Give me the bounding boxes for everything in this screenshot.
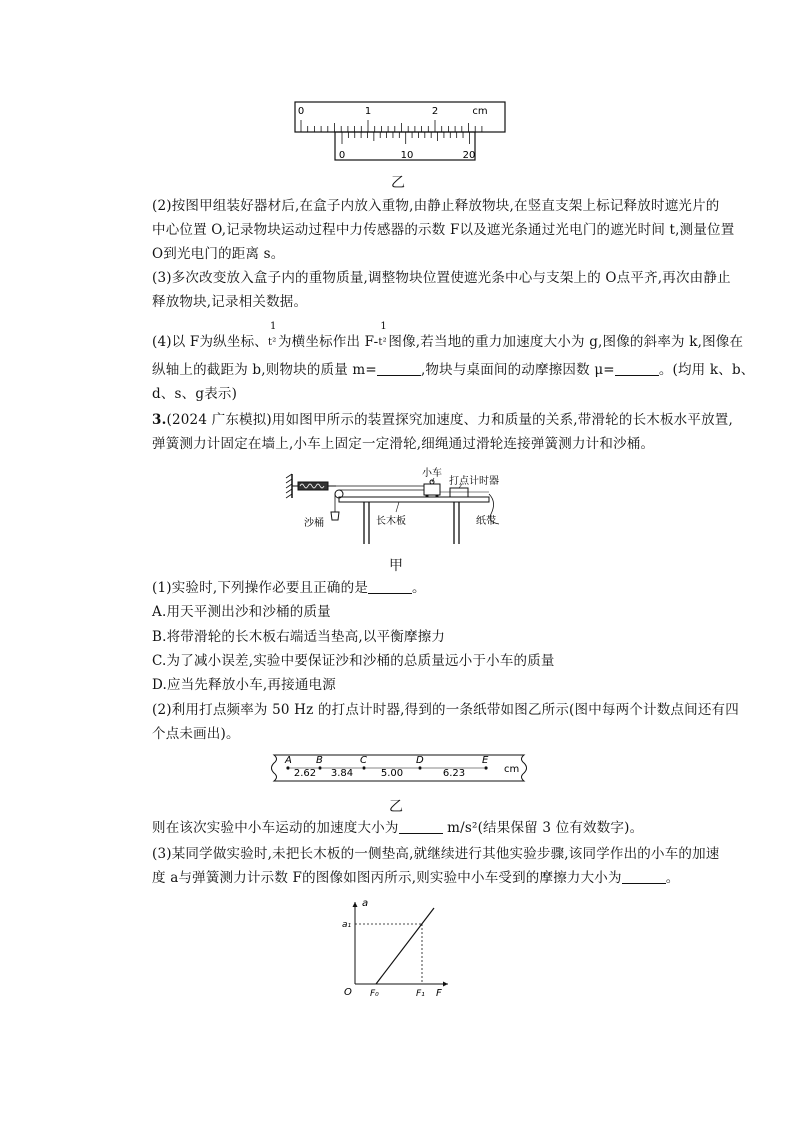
graph-x-axis-label: F — [436, 988, 442, 999]
vernier-tick-10: 10 — [400, 150, 414, 161]
q3-part3-line-2-b: 。 — [665, 870, 680, 886]
tape-unit: cm — [504, 764, 520, 775]
tape-point-c: C — [360, 755, 367, 766]
q2-line-7-a: 纵轴上的截距为 b,则物块的质量 m= — [152, 362, 377, 378]
label-tape: 纸带 — [476, 516, 496, 527]
main-tick-0: 0 — [297, 106, 305, 117]
label-board: 长木板 — [376, 516, 406, 527]
q3-part1 — [152, 578, 426, 598]
frac-den: t² — [267, 337, 277, 348]
answer-blank-acceleration[interactable] — [399, 819, 443, 834]
fraction-1-over-t2 — [267, 321, 278, 350]
tape-point-e: E — [482, 755, 489, 766]
vernier-caption: 乙 — [391, 175, 405, 191]
q2-line-2: 中心位置 O,记录物块运动过程中力传感器的示数 F以及遮光条通过光电门的遮光时间 t,测量位置 — [152, 222, 735, 238]
tape-dot — [318, 766, 321, 769]
graph-origin: O — [344, 987, 352, 998]
option-a: A.用天平测出沙和沙桶的质量 — [152, 604, 331, 620]
frac-num: 1 — [269, 321, 277, 332]
vernier-tick-20: 20 — [462, 150, 476, 161]
q3-part1-text: (1)实验时,下列操作必要且正确的是 — [152, 580, 369, 596]
paper-tape-figure — [268, 752, 530, 784]
apparatus-figure — [284, 464, 524, 549]
q3-part3-line-2-a: 度 a与弹簧测力计示数 F的图像如图丙所示,则实验中小车受到的摩擦力大小为 — [152, 870, 622, 886]
graph-line — [376, 908, 434, 984]
q2-line-6 — [152, 321, 744, 352]
q2-line-1: (2)按图甲组装好器材后,在盒子内放入重物,由静止释放物块,在竖直支架上标记释放时遮光片的 — [152, 198, 720, 214]
main-tick-2: 2 — [431, 106, 439, 117]
tape-dot — [484, 766, 487, 769]
q3-line-1 — [152, 410, 733, 430]
vernier-caliper-figure — [290, 98, 510, 168]
answer-blank-mu[interactable] — [615, 361, 659, 376]
tape-gap-cd: 5.00 — [380, 768, 404, 779]
graph-y-axis-label: a — [362, 898, 369, 909]
answer-blank-part1[interactable] — [368, 579, 412, 594]
tape-point-a: A — [285, 755, 292, 766]
option-b: B.将带滑轮的长木板右端适当垫高,以平衡摩擦力 — [152, 629, 446, 645]
q3-part2-line-1: (2)利用打点频率为 50 Hz 的打点计时器,得到的一条纸带如图乙所示(图中每两个计数点间还有四 — [152, 702, 739, 718]
tape-dot — [362, 766, 365, 769]
q2-line-7-c: 。(均用 k、b、 — [658, 362, 755, 378]
q2-line-3: O到光电门的距离 s。 — [152, 246, 285, 262]
graph-f1-label: F₁ — [416, 989, 425, 999]
q3-part2-line-2: 个点未画出)。 — [152, 726, 240, 742]
label-car: 小车 — [422, 468, 442, 479]
a-f-graph — [340, 896, 460, 1004]
q3-part1-end: 。 — [412, 580, 426, 596]
q3-number: 3. — [152, 412, 167, 428]
main-tick-1: 1 — [364, 106, 372, 117]
paper-tape-caption: 乙 — [389, 799, 403, 815]
q3-line-2: 弹簧测力计固定在墙上,小车上固定一定滑轮,细绳通过滑轮连接弹簧测力计和沙桶。 — [152, 436, 655, 452]
q2-line-5: 释放物块,记录相关数据。 — [152, 294, 308, 310]
tape-dot — [418, 766, 421, 769]
q2-line-6-c: 图像,若当地的重力加速度大小为 g,图像的斜率为 k,图像在 — [388, 334, 744, 350]
q2-line-4: (3)多次改变放入盒子内的重物质量,调整物块位置使遮光条中心与支架上的 O点平齐,再次由静止 — [152, 270, 731, 286]
q3-part2-line-3-a: 则在该次实验中小车运动的加速度大小为 — [152, 820, 399, 836]
q3-part3-line-2 — [152, 868, 679, 888]
q2-line-8: d、s、g表示) — [152, 386, 238, 402]
option-d: D.应当先释放小车,再接通电源 — [152, 677, 336, 693]
tape-point-b: B — [316, 755, 323, 766]
q2-line-7-b: ,物块与桌面间的动摩擦因数 μ= — [420, 362, 615, 378]
q2-line-7 — [152, 360, 755, 380]
q2-line-6-b: 为横坐标作出 F- — [277, 334, 379, 350]
tape-gap-ab: 2.62 — [293, 768, 317, 779]
q3-part2-line-3-b: m/s²(结果保留 3 位有效数字)。 — [442, 820, 644, 836]
q3-part2-line-3 — [152, 818, 643, 838]
answer-blank-mass[interactable] — [377, 361, 421, 376]
vernier-tick-0: 0 — [338, 150, 346, 161]
graph-a1-label: a₁ — [342, 920, 352, 930]
tape-gap-de: 6.23 — [442, 768, 466, 779]
q3-part3-line-1: (3)某同学做实验时,未把长木板的一侧垫高,就继续进行其他实验步骤,该同学作出的小车的加速 — [152, 846, 720, 862]
q2-line-6-a: (4)以 F为纵坐标、 — [152, 334, 268, 350]
tape-gap-bc: 3.84 — [330, 768, 354, 779]
apparatus-caption: 甲 — [389, 558, 403, 574]
tape-dot — [286, 766, 289, 769]
fraction-1-over-t2-b — [378, 321, 388, 350]
option-c: C.为了减小误差,实验中要保证沙和沙桶的总质量远小于小车的质量 — [152, 653, 555, 669]
frac-num-b: 1 — [380, 321, 387, 332]
tape-point-d: D — [416, 755, 424, 766]
label-bucket: 沙桶 — [304, 518, 324, 529]
label-timer: 打点计时器 — [449, 476, 499, 487]
frac-den-b: t² — [378, 337, 387, 348]
main-scale-unit: cm — [472, 106, 488, 117]
answer-blank-friction[interactable] — [622, 869, 666, 884]
q3-line-1-text: (2024 广东模拟)用如图甲所示的装置探究加速度、力和质量的关系,带滑轮的长木板水平放置, — [166, 412, 733, 428]
graph-f0-label: F₀ — [370, 989, 379, 999]
